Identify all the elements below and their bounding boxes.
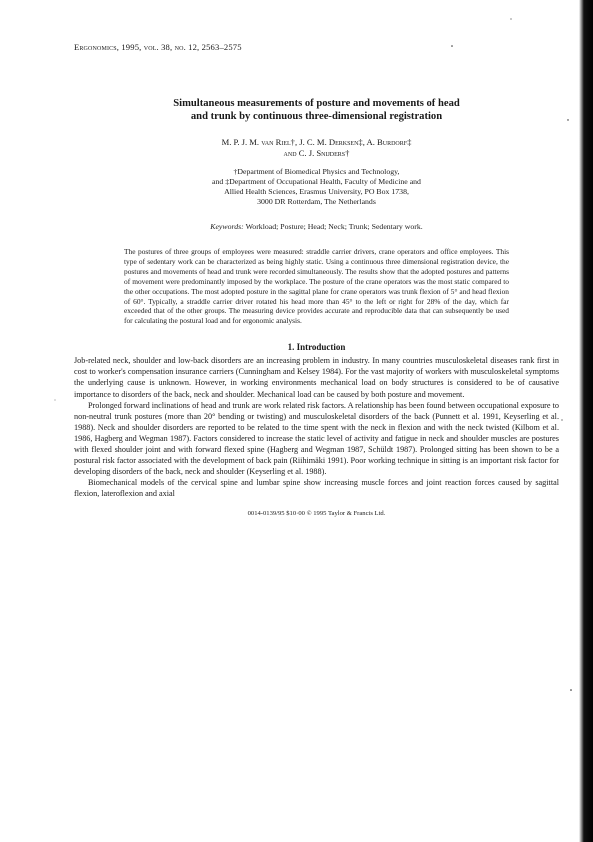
affiliation-line-1: †Department of Biomedical Physics and Technology,: [233, 167, 400, 176]
keywords-text: Workload; Posture; Head; Neck; Trunk; Sedentary work.: [245, 222, 423, 231]
paper-title: [74, 97, 559, 123]
authors-line-1: M. P. J. M. van Riel†, J. C. M. Derksen‡, A. Burdorf‡: [221, 137, 412, 147]
authors: [74, 137, 559, 159]
affiliation-line-3: Allied Health Sciences, Erasmus University, PO Box 1738,: [224, 187, 409, 196]
keywords: [74, 221, 559, 232]
journal-citation: Ergonomics, 1995, vol. 38, no. 12, 2563–2575: [74, 42, 242, 52]
paper-page: [74, 38, 559, 519]
title-line-2: and trunk by continuous three-dimensional registration: [190, 111, 443, 122]
paragraph-2: Prolonged forward inclinations of head and trunk are work related risk factors. A relationship has been found between occupational exposure to non-neutral trunk postures (more than 20° bending or twisting) and musculoskeletal disorders of the back (Punnett et al. 1991, Keyserling et al. 1988). Neck and shoulder disorders are reported to be related to the time spent with the neck in flexion and with the neck twisted (Kilbom et al. 1986, Hagberg and Wegman 1987). Factors considered to increase the static level of activity and fatigue in neck and shoulder muscles are postures with flexed shoulder joint and with forward flexed spine (Hagberg and Wegman 1987, Schüldt 1987). Prolonged sitting has been shown to be a postural risk factor associated with the development of back pain (Riihimäki 1991). Poor working technique in sitting is an important risk factor for developing disorders of the back, neck and shoulder (Keyserling et al. 1988).: [74, 400, 559, 477]
body-text: [74, 355, 559, 499]
affiliations: [74, 167, 559, 207]
affiliation-line-4: 3000 DR Rotterdam, The Netherlands: [257, 197, 376, 206]
title-line-1: Simultaneous measurements of posture and movements of head: [173, 98, 460, 109]
affiliation-line-2: and ‡Department of Occupational Health, Faculty of Medicine and: [212, 177, 421, 186]
abstract: The postures of three groups of employees were measured: straddle carrier drivers, crane operators and office employees. This type of sedentary work can be characterized as being highly static. Using a continuous three dimensional registration device, the postures and movements of head and trunk were recorded simultaneously. The results show that the adopted postures and patterns of movement were predominantly imposed by the workplace. The posture of the crane operators was the most static compared to the other occupations. The most adopted posture in the sagittal plane for crane operators was trunk flexion of 5° and head flexion of 60°. Typically, a straddle carrier driver rotated his head more than 45° to the left or right for 28% of the day, which far exceeded that of the other groups. The measuring device provides accurate and reproducible data that can subsequently be used for calculating the postural load and for ergonomic analysis.: [124, 247, 509, 326]
section-heading-introduction: 1. Introduction: [287, 342, 346, 353]
copyright-footer: 0014-0139/95 $10·00 © 1995 Taylor & Francis Ltd.: [247, 510, 386, 518]
scan-edge: [579, 0, 593, 842]
paragraph-1: Job-related neck, shoulder and low-back disorders are an increasing problem in industry. In many countries musculoskeletal diseases rank first in cost to worker's compensation insurance carriers (Cunningham and Kelsey 1984). For the vast majority of workers with musculoskeletal symptoms the underlying cause is unknown. However, in working environments mechanical load on body structures is considered to be of causative importance to disorders of the back, neck and shoulder. Mechanical load can be caused by both posture and movement.: [74, 356, 559, 399]
keywords-label: Keywords:: [210, 222, 244, 231]
paragraph-3: Biomechanical models of the cervical spine and lumbar spine show increasing muscle forces and joint reaction forces caused by sagittal flexion, lateroflexion and axial: [74, 478, 559, 499]
authors-line-2: and C. J. Snijders†: [283, 148, 350, 158]
